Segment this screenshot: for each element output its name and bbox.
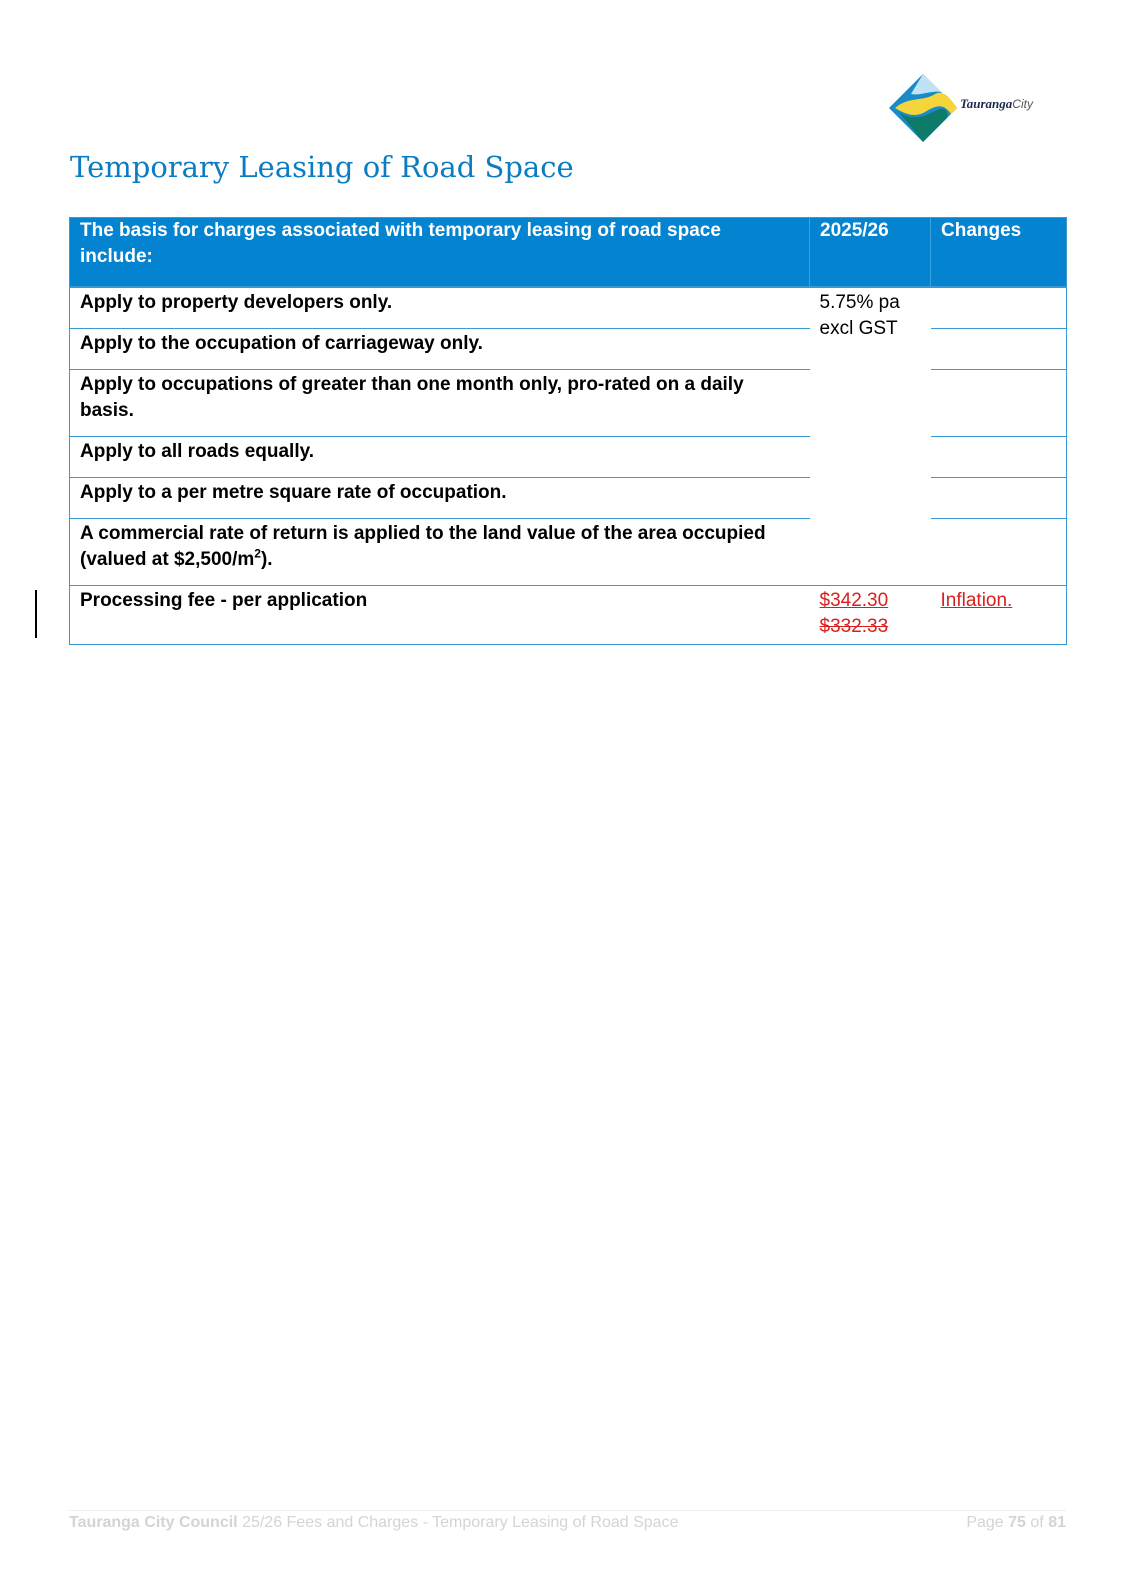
footer-divider xyxy=(69,1510,1066,1511)
header-changes: Changes xyxy=(931,218,1067,288)
processing-fee-new: $342.30 xyxy=(819,590,889,611)
row-change xyxy=(931,478,1067,519)
footer-page-number: Page 75 of 81 xyxy=(966,1514,1066,1531)
row-change xyxy=(931,287,1067,329)
header-basis: The basis for charges associated with temporary leasing of road space include: xyxy=(70,218,810,288)
row-change xyxy=(931,370,1067,437)
row-label: Apply to the occupation of carriageway only. xyxy=(70,329,810,370)
processing-fee-label: Processing fee - per application xyxy=(70,586,810,645)
header-year: 2025/26 xyxy=(810,218,931,288)
processing-fee-old: $332.33 xyxy=(819,616,889,637)
row-label: Apply to a per metre square rate of occupation. xyxy=(70,478,810,519)
footer-document-title: Tauranga City Council 25/26 Fees and Charges - Temporary Leasing of Road Space xyxy=(69,1514,679,1531)
shared-rate-cell xyxy=(810,287,931,586)
processing-fee-change: Inflation. xyxy=(931,586,1067,645)
revision-change-bar xyxy=(35,590,37,638)
row-change xyxy=(931,329,1067,370)
table-row xyxy=(70,287,1067,329)
fees-table xyxy=(69,217,1067,645)
row-change xyxy=(931,437,1067,478)
processing-fee-value xyxy=(810,586,931,645)
table-header-row xyxy=(70,218,1067,288)
row-change xyxy=(931,519,1067,586)
table-row-processing-fee xyxy=(70,586,1067,645)
row-label: A commercial rate of return is applied to the land value of the area occupied (valued at $\$2,500/m^2$). xyxy=(70,519,810,586)
rate-line-1: 5.75% pa xyxy=(819,292,900,313)
logo-wordmark: TaurangaCity xyxy=(960,96,1033,111)
row-label: Apply to occupations of greater than one month only, pro-rated on a daily basis. xyxy=(70,370,810,437)
row-label: Apply to property developers only. xyxy=(70,287,810,329)
row-label: Apply to all roads equally. xyxy=(70,437,810,478)
rate-line-2: excl GST xyxy=(819,318,898,339)
page-title: Temporary Leasing of Road Space xyxy=(70,150,574,184)
superscript-2: 2 xyxy=(254,546,261,561)
